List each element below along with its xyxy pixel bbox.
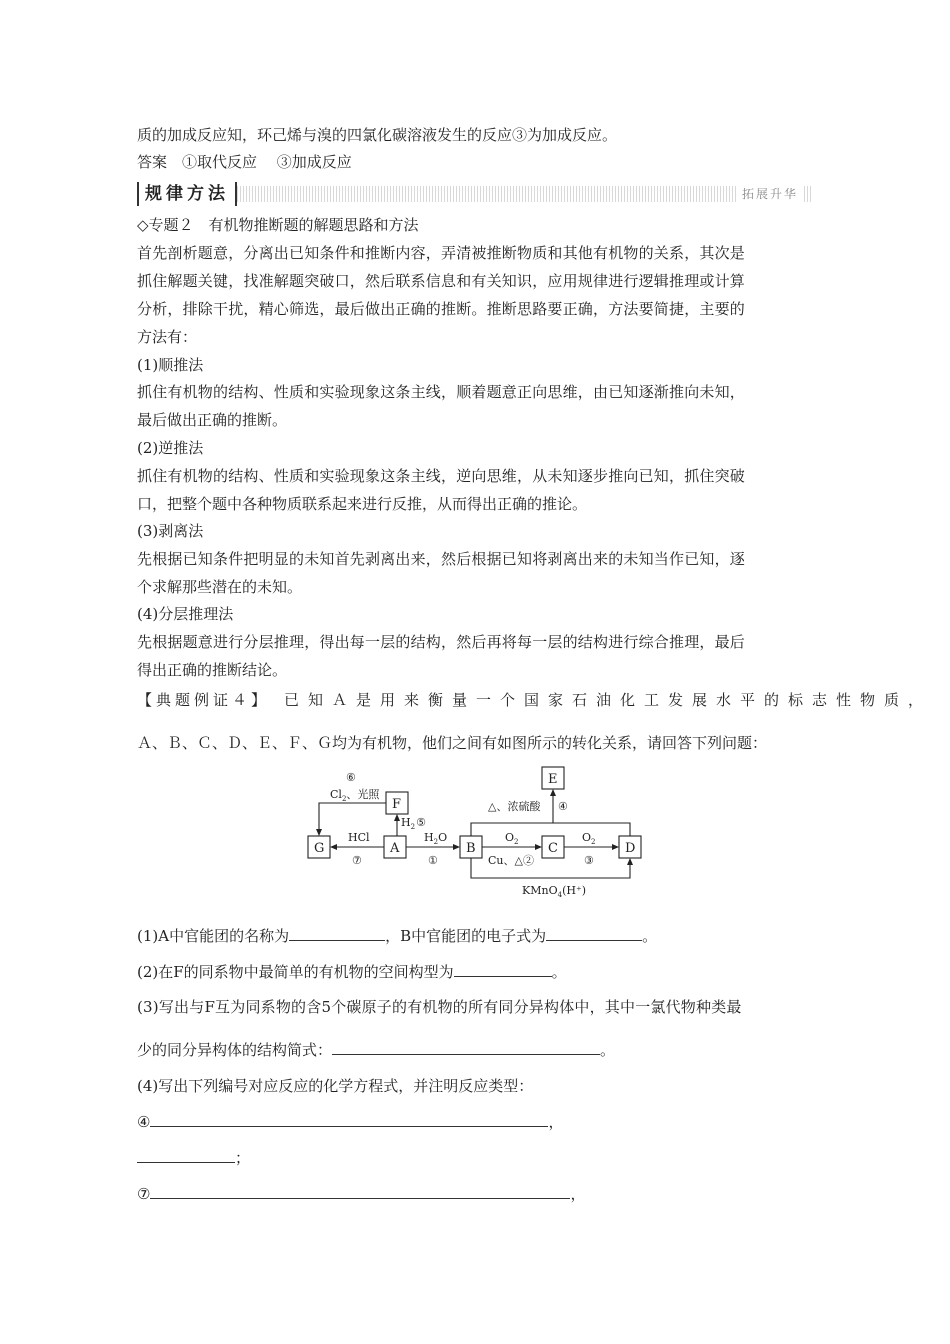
example-first-line: [137, 690, 932, 710]
question-3-text-b: 少的同分异构体的结构简式：: [137, 1041, 333, 1059]
answer-blank[interactable]: [454, 962, 552, 977]
node-e: E: [548, 772, 558, 787]
label-seven: ⑦: [352, 854, 362, 867]
question-3-line-1: (3)写出与F互为同系物的含5个碳原子的有机物的所有同分异构体中，其中一氯代物种类最: [137, 998, 742, 1016]
section-tag: 拓展升华: [738, 186, 802, 202]
method-text: 个求解那些潜在的未知。: [137, 578, 303, 596]
item-punct: ，: [548, 1113, 564, 1131]
method-text: 抓住有机物的结构、性质和实验现象这条主线，逆向思维，从未知逐步推向已知，抓住突破: [137, 467, 746, 485]
item-punct: ，: [570, 1185, 586, 1203]
answer-line: 答案 ①取代反应 ③加成反应: [137, 153, 352, 171]
question-4-item-4: [137, 1112, 563, 1132]
node-g: G: [314, 841, 325, 856]
topic-paragraph-line: 首先剖析题意，分离出已知条件和推断内容，弄清被推断物质和其他有机物的关系，其次是: [137, 244, 746, 262]
answer-blank[interactable]: [150, 1184, 570, 1199]
label-o2b: $O_2$: [582, 831, 596, 846]
method-text: 得出正确的推断结论。: [137, 661, 288, 679]
question-4-item-4-type: [137, 1148, 250, 1168]
answer-blank[interactable]: [546, 926, 642, 941]
method-text: 口，把整个题中各种物质联系起来进行反推，从而得出正确的推论。: [137, 495, 588, 513]
topic-heading: ◇专题２ 有机物推断题的解题思路和方法: [137, 216, 419, 234]
answer-blank[interactable]: [332, 1040, 600, 1055]
topic-paragraph-line: 方法有：: [137, 328, 198, 346]
label-h2o: $H_2O$: [424, 831, 448, 846]
method-text: 先根据题意进行分层推理，得出每一层的结构，然后再将每一层的结构进行综合推理，最后: [137, 633, 746, 651]
example-intro: 已知Ａ是用来衡量一个国家石油化工发展水平的标志性物质，: [284, 691, 933, 709]
node-a: A: [390, 841, 400, 856]
node-d: D: [625, 841, 636, 856]
label-one: ①: [428, 854, 438, 867]
method-title: (4)分层推理法: [137, 605, 234, 623]
answer-blank[interactable]: [150, 1112, 548, 1127]
answer-blank[interactable]: [137, 1148, 235, 1163]
question-4-item-7: [137, 1184, 585, 1204]
question-1-text-a: (1)A中官能团的名称为: [137, 927, 290, 945]
label-acid: △、浓硫酸: [488, 800, 541, 813]
question-3-text-c: 。: [600, 1041, 616, 1059]
method-text: 先根据已知条件把明显的未知首先剥离出来，然后根据已知将剥离出来的未知当作已知，逐: [137, 550, 746, 568]
method-title: (3)剥离法: [137, 522, 204, 540]
label-o2a: $O_2$: [505, 831, 519, 846]
label-h2-five: $H_2⑤$: [401, 816, 426, 831]
question-2-text-b: 。: [551, 963, 567, 981]
node-b: B: [466, 841, 476, 856]
method-title: (1)顺推法: [137, 356, 204, 374]
item-number: ④: [137, 1113, 151, 1131]
label-hcl: HCl: [348, 831, 370, 844]
section-hatch: [237, 186, 812, 202]
item-punct: ；: [235, 1149, 251, 1167]
label-six: ⑥: [346, 771, 356, 784]
node-f: F: [392, 797, 402, 812]
question-4: (4)写出下列编号对应反应的化学方程式，并注明反应类型：: [137, 1077, 534, 1095]
answer-blank[interactable]: [289, 926, 385, 941]
section-header: [137, 182, 812, 206]
arrow-f-to-g: [319, 803, 386, 834]
label-four: ④: [558, 800, 568, 813]
section-title: 规律方法: [137, 182, 237, 206]
label-cu: Cu、△②: [488, 854, 534, 867]
example-label: 【典题例证４】: [137, 691, 271, 709]
topic-paragraph-line: 抓住解题关键，找准解题突破口，然后联系信息和有关知识，应用规律进行逻辑推理或计算: [137, 272, 746, 290]
example-second-line: Ａ、Ｂ、Ｃ、Ｄ、Ｅ、Ｆ、Ｇ均为有机物，他们之间有如图所示的转化关系，请回答下列问题：: [137, 734, 768, 752]
method-text: 抓住有机物的结构、性质和实验现象这条主线，顺着题意正向思维，由已知逐渐推向未知，: [137, 383, 746, 401]
intro-line: 质的加成反应知，环己烯与溴的四氯化碳溶液发生的反应③为加成反应。: [137, 126, 618, 144]
topic-paragraph-line: 分析，排除干扰，精心筛选，最后做出正确的推断。推断思路要正确，方法要简捷，主要的: [137, 300, 746, 318]
line-b-up: [471, 823, 630, 836]
method-title: (2)逆推法: [137, 439, 204, 457]
reaction-diagram: [300, 762, 660, 902]
label-three: ③: [584, 854, 594, 867]
label-cl2: $Cl_2$、光照: [330, 788, 380, 803]
question-2-text-a: (2)在F的同系物中最简单的有机物的空间构型为: [137, 963, 454, 981]
question-2: [137, 962, 567, 982]
question-1-text-b: ，B中官能团的电子式为: [385, 927, 547, 945]
question-1: [137, 926, 657, 946]
method-text: 最后做出正确的推断。: [137, 411, 288, 429]
item-number: ⑦: [137, 1185, 151, 1203]
label-kmno4: KMnO$_4$(H⁺): [522, 884, 587, 899]
node-c: C: [548, 841, 558, 856]
question-1-text-c: 。: [642, 927, 658, 945]
question-3-line-2: [137, 1040, 615, 1060]
